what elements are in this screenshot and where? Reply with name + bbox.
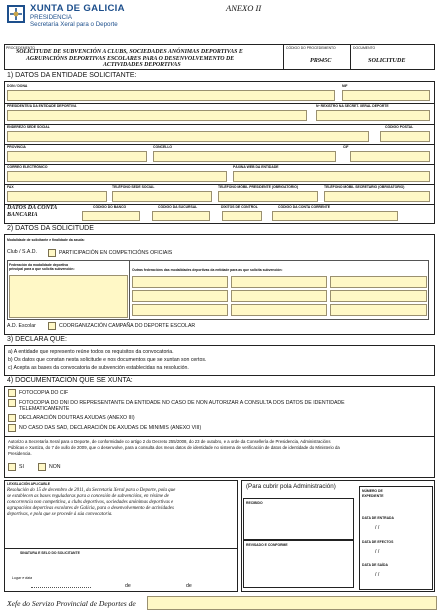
doc-cif-label: FOTOCOPIA DO CIF — [19, 390, 69, 396]
federation-label: Federación da modalidade deportiva — [9, 263, 68, 267]
admin-reviewed-box — [243, 540, 354, 588]
entry-date-value[interactable]: / / — [375, 525, 380, 531]
doc-dni-label: FOTOCOPIA DO DNI DO REPRESENTANTE DA ENTIDADE NO CASO DE NON AUTORIZAR A CONSULTA DOS DATOS DE IDENTIDADE — [19, 400, 345, 406]
email-field[interactable] — [7, 171, 227, 182]
phone-president-field[interactable] — [218, 191, 318, 202]
section-1-title: 1) DATOS DA ENTIDADE SOLICITANTE: — [7, 72, 137, 79]
procedure-code-value: PR945C — [310, 57, 332, 64]
legal-line-5: deportivas, e pola que se procede á súa convocatoria. — [7, 512, 113, 517]
doc-dni-checkbox[interactable] — [8, 399, 16, 407]
legal-line-3: concorrencia non competitiva, a clubs deportivos, sociedades anónimas deportivas e — [7, 500, 174, 505]
authorize-yes-label: SI — [19, 464, 24, 470]
file-number-label-2: EXPEDIENTE — [362, 494, 384, 498]
federation-label-2: principal para a que solicita subvención: — [9, 267, 75, 271]
effect-date-value[interactable]: / / — [375, 549, 380, 555]
other-federation-field-7[interactable] — [132, 304, 228, 316]
club-checkbox[interactable] — [48, 249, 56, 257]
bank-title: DATOS DA CONTA — [7, 205, 58, 211]
phone-hq-label: TELÉFONO SEDE SOCIAL — [112, 185, 155, 189]
other-federation-field-8[interactable] — [231, 304, 327, 316]
doc-dni-label-2: TELEMATICAMENTE — [19, 406, 70, 412]
account-label: CÓDIGO DA CONTA CORRENTE — [278, 205, 331, 209]
procedure-code-label: CÓDIGO DO PROCEDEMENTO — [286, 46, 336, 50]
other-federation-field-9[interactable] — [330, 304, 427, 316]
doc-minimis-label: NO CASO DAS SAD, DECLARACIÓN DE AXUDAS DE MINIMIS (ANEXO VIII) — [19, 425, 202, 431]
date-de-1: de — [125, 583, 131, 589]
procedure-text-1: SOLICITUDE DE SUBVENCIÓN A CLUBS, SOCIEDADES ANÓNIMAS DEPORTIVAS E — [16, 49, 243, 55]
province-addressee-field[interactable] — [147, 596, 437, 610]
date-place-label: Lugar e data — [12, 576, 33, 580]
date-de-2: de — [186, 583, 192, 589]
mode-label: Modalidade de solicitante e finalidade da axuda: — [7, 238, 85, 242]
main-federation-field[interactable] — [9, 275, 128, 318]
cif-label: CIF — [343, 145, 349, 149]
cif-field[interactable] — [350, 151, 430, 162]
bank-title-2: BANCARIA — [7, 212, 38, 218]
name-field[interactable] — [7, 90, 335, 101]
name-label: DON / DONA — [7, 84, 28, 88]
procedure-text-3: ACTIVIDADES DEPORTIVAS — [103, 62, 181, 68]
bank-code-label: CÓDIGO DO BANCO — [93, 205, 127, 209]
president-field[interactable] — [7, 110, 307, 121]
authorize-yes-checkbox[interactable] — [8, 463, 16, 471]
school-label: A.D. Escolar — [7, 323, 36, 329]
section-4-title: 4) DOCUMENTACIÓN QUE SE XUNTA: — [7, 377, 133, 384]
legal-line-1: Resolución do 15 de decembro de 2011, da Secretaría Xeral para o Deporte, pola que — [7, 488, 176, 493]
authorization-text-3: Presidencia. — [8, 451, 32, 456]
address-label: ENDEREZO SEDE SOCIAL — [7, 125, 50, 129]
org-name: XUNTA DE GALICIA — [30, 3, 125, 14]
legal-line-4: agrupacións deportivas escolares de Galicia, para o desenvolvemento de actividades — [7, 506, 174, 511]
legal-label: LEXISLACIÓN APLICABLE — [7, 482, 51, 486]
bank-code-field[interactable] — [82, 211, 140, 221]
control-digits-label: DÍXITOS DE CONTROL — [221, 205, 258, 209]
annex-label: ANEXO II — [226, 3, 262, 13]
file-number-label: NÚMERO DE — [362, 489, 383, 493]
club-label: Club / S.A.D. — [7, 249, 37, 255]
procedure-label: PROCEDEMENTO — [6, 46, 35, 50]
other-federations-label: Outras federacións das modalidades deportivas da entidade para as que solicita subvención: — [132, 268, 283, 272]
other-federation-field-4[interactable] — [132, 290, 228, 302]
school-option-label: COORGANIZACIÓN CAMPAÑA DO DEPORTE ESCOLAR — [59, 323, 196, 329]
phone-hq-field[interactable] — [112, 191, 212, 202]
postal-code-label: CÓDIGO POSTAL — [385, 125, 414, 129]
control-digits-field[interactable] — [222, 211, 262, 221]
phone-secretary-label: TELÉFONO MÓBIL SECRETARIO (OBRIGATORIO) — [324, 185, 405, 189]
email-label: CORREO ELECTRÓNICO — [7, 165, 48, 169]
authorize-no-checkbox[interactable] — [38, 463, 46, 471]
other-federation-field-1[interactable] — [132, 276, 228, 288]
signature-label: SINATURA E SELO DO SOLICITANTE — [20, 551, 80, 555]
admin-title: (Para cubrir pola Administración) — [246, 483, 336, 490]
fax-field[interactable] — [7, 191, 107, 202]
document-value: SOLICITUDE — [368, 57, 406, 64]
reviewed-label: REVISADO E CONFORME — [246, 543, 288, 547]
authorize-no-label: NON — [49, 464, 61, 470]
document-label: DOCUMENTO — [353, 46, 376, 50]
declaration-a: a) A entidade que represento reúne todos os requisitos da convocatoria. — [8, 349, 174, 355]
council-label: CONCELLO — [153, 145, 173, 149]
other-federation-field-2[interactable] — [231, 276, 327, 288]
exit-date-label: DATA DE SAÍDA — [362, 563, 388, 567]
org-dept: Secretaría Xeral para o Deporte — [30, 21, 118, 28]
province-label: PROVINCIA — [7, 145, 26, 149]
council-field[interactable] — [153, 151, 336, 162]
effect-date-label: DATA DE EFECTOS — [362, 540, 394, 544]
procedure-text-2: AGRUPACIÓNS DEPORTIVAS ESCOLARES PARA O DESENVOLVEMENTO DE — [26, 56, 235, 62]
org-sub: PRESIDENCIA — [30, 14, 72, 21]
received-label: RECIBIDO — [246, 501, 263, 505]
registration-number-label: Nº REXISTRO NA SECRET. XERAL DEPORTE — [316, 104, 389, 108]
doc-other-aid-label: DECLARACIÓN DOUTRAS AXUDAS (ANEXO III) — [19, 415, 135, 421]
phone-president-label: TELÉFONO MÓBIL PRESIDENTE (OBRIGATORIO) — [218, 185, 299, 189]
other-federation-field-6[interactable] — [330, 290, 427, 302]
declaration-b: b) Os datos que constan nesta solicitude e nos documentos que se xuntan son certos. — [8, 357, 207, 363]
branch-code-label: CÓDIGO DA SUCURSAL — [158, 205, 198, 209]
xunta-logo-icon — [6, 4, 26, 29]
branch-code-field[interactable] — [152, 211, 210, 221]
website-label: PÁXINA WEB DA ENTIDADE — [233, 165, 279, 169]
postal-code-field[interactable] — [380, 131, 430, 142]
authorization-text-2: Públicas e Xustiza, do 7 de xullo de 2009, que o desenvolve, para a consulta dos meus datos de identidade no sistema de verificación de datos de identidade do Ministerio da — [8, 445, 340, 450]
doc-minimis-checkbox[interactable] — [8, 424, 16, 432]
account-field[interactable] — [272, 211, 398, 221]
declaration-c: c) Acepta as bases da convocatoria de subvención establecidas na resolución. — [8, 365, 189, 371]
section-3-title: 3) DECLARA QUE: — [7, 336, 67, 343]
president-label: PRESIDENTE/A DA ENTIDADE DEPORTIVA — [7, 104, 77, 108]
nif-field[interactable] — [342, 90, 430, 101]
authorization-text-1: Autorizo a Secretaría Xeral para o Deporte, de conformidade co artigo 2 do Decreto 255/2008, do 23 de outubro, e a orde da Consellería de Presidencia, Administracións — [8, 439, 331, 444]
legal-line-2: se establecen as bases reguladoras para a concesión de subvencións, en réxime de — [7, 494, 169, 499]
entry-date-label: DATA DE ENTRADA — [362, 516, 394, 520]
province-field[interactable] — [7, 151, 147, 162]
fax-label: FAX — [7, 185, 14, 189]
club-option-label: PARTICIPACIÓN EN COMPETICIÓNS OFICIAIS — [59, 250, 173, 256]
website-field[interactable] — [233, 171, 430, 182]
exit-date-value[interactable]: / / — [375, 572, 380, 578]
section-2-title: 2) DATOS DA SOLICITUDE — [7, 225, 94, 232]
admin-dates-box — [359, 486, 433, 590]
school-checkbox[interactable] — [48, 322, 56, 330]
phone-secretary-field[interactable] — [324, 191, 430, 202]
doc-other-aid-checkbox[interactable] — [8, 414, 16, 422]
address-field[interactable] — [7, 131, 369, 142]
other-federation-field-5[interactable] — [231, 290, 327, 302]
addressee-label: Xefe do Servizo Provincial de Deportes de — [7, 599, 136, 608]
doc-cif-checkbox[interactable] — [8, 389, 16, 397]
other-federation-field-3[interactable] — [330, 276, 427, 288]
nif-label: NIF — [342, 84, 348, 88]
registration-number-field[interactable] — [316, 110, 430, 121]
place-field[interactable] — [31, 580, 91, 588]
